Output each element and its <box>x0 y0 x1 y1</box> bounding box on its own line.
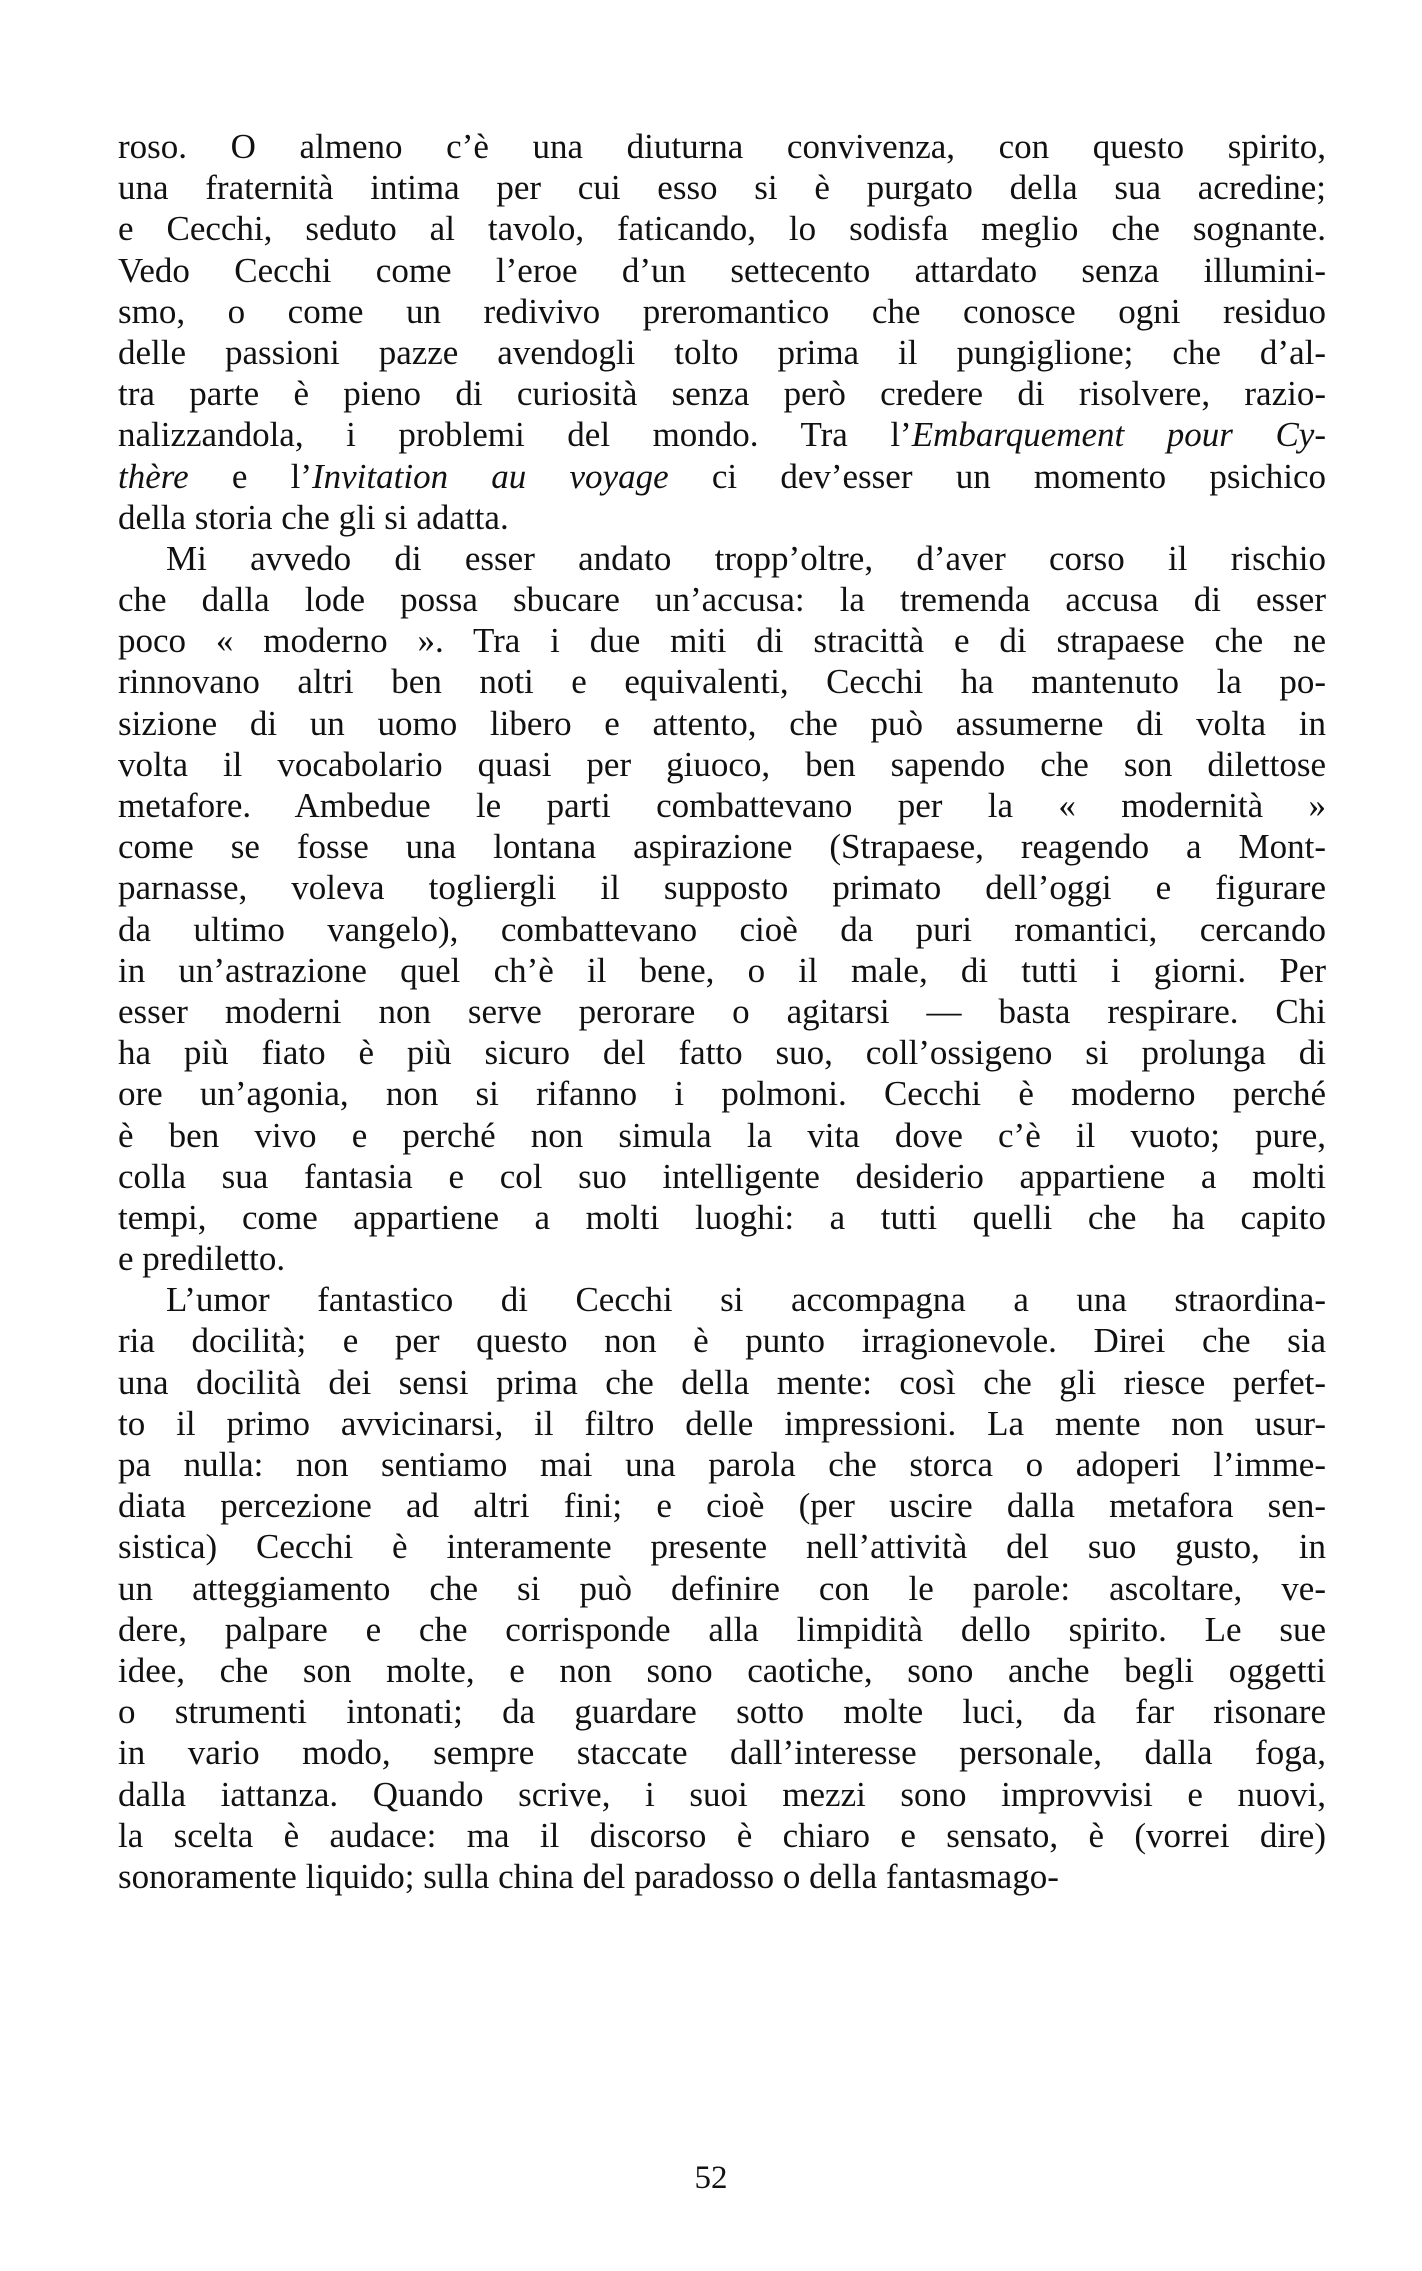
text-line: volta il vocabolario quasi per giuoco, ben sapendo che son dilettose <box>118 744 1326 784</box>
text-line: una fraternità intima per cui esso si è purgato della sua acredine; <box>118 168 1326 208</box>
text-line: la scelta è audace: ma il discorso è chiaro e sensato, è (vorrei dire) <box>118 1815 1326 1855</box>
text-line: che dalla lode possa sbucare un’accusa: la tremenda accusa di esser <box>118 580 1326 620</box>
text-line: tra parte è pieno di curiosità senza però credere di risolvere, razio- <box>118 374 1326 414</box>
text-line: rinnovano altri ben noti e equivalenti, Cecchi ha mantenuto la po- <box>118 662 1326 702</box>
text-line: sistica) Cecchi è interamente presente nell’attività del suo gusto, in <box>118 1527 1326 1567</box>
text-line: in vario modo, sempre staccate dall’interesse personale, dalla foga, <box>118 1733 1326 1773</box>
page-body <box>118 126 1326 1897</box>
text-line: colla sua fantasia e col suo intelligente desiderio appartiene a molti <box>118 1156 1326 1196</box>
text-line: è ben vivo e perché non simula la vita dove c’è il vuoto; pure, <box>118 1115 1326 1155</box>
text-line: delle passioni pazze avendogli tolto prima il pungiglione; che d’al- <box>118 332 1326 372</box>
text-line: in un’astrazione quel ch’è il bene, o il male, di tutti i giorni. Per <box>118 950 1326 990</box>
text-line: Mi avvedo di esser andato tropp’oltre, d’aver corso il rischio <box>166 538 1326 578</box>
text-line: metafore. Ambedue le parti combattevano per la « modernità » <box>118 786 1326 825</box>
text-line: L’umor fantastico di Cecchi si accompagna a una straordina- <box>166 1280 1326 1320</box>
text-line: roso. O almeno c’è una diuturna convivenza, con questo spirito, <box>118 127 1326 166</box>
text-line: un atteggiamento che si può definire con le parole: ascoltare, ve- <box>118 1568 1326 1608</box>
text-line: ore un’agonia, non si rifanno i polmoni. Cecchi è moderno perché <box>118 1074 1326 1114</box>
paragraph-3 <box>118 1279 1326 1897</box>
text-line: della storia che gli si adatta. <box>118 497 509 537</box>
text-line: tempi, come appartiene a molti luoghi: a tutti quelli che ha capito <box>118 1197 1326 1237</box>
text-line: thère e l’Invitation au voyage ci dev’esser un momento psichico <box>118 456 1326 496</box>
text-line: e prediletto. <box>118 1239 286 1279</box>
text-line: dere, palpare e che corrisponde alla limpidità dello spirito. Le sue <box>118 1609 1326 1649</box>
text-line: dalla iattanza. Quando scrive, i suoi mezzi sono improvvisi e nuovi, <box>118 1774 1326 1814</box>
text-line: to il primo avvicinarsi, il filtro delle impressioni. La mente non usur- <box>118 1403 1326 1443</box>
text-line: pa nulla: non sentiamo mai una parola che storca o adoperi l’imme- <box>118 1445 1326 1484</box>
text-line: da ultimo vangelo), combattevano cioè da puri romantici, cercando <box>118 909 1326 949</box>
text-line: una docilità dei sensi prima che della mente: così che gli riesce perfet- <box>118 1362 1326 1402</box>
text-line: ria docilità; e per questo non è punto irragionevole. Direi che sia <box>118 1321 1326 1361</box>
text-line: nalizzandola, i problemi del mondo. Tra l’Embarquement pour Cy- <box>118 415 1326 455</box>
paragraph-1 <box>118 126 1326 538</box>
text-line: o strumenti intonati; da guardare sotto molte luci, da far risonare <box>118 1692 1326 1732</box>
text-line: sonoramente liquido; sulla china del paradosso o della fantasmago- <box>118 1856 1059 1896</box>
text-line: smo, o come un redivivo preromantico che conosce ogni residuo <box>118 291 1326 331</box>
text-line: poco « moderno ». Tra i due miti di stracittà e di strapaese che ne <box>118 621 1326 661</box>
text-line: esser moderni non serve perorare o agitarsi — basta respirare. Chi <box>118 991 1326 1031</box>
text-line: diata percezione ad altri fini; e cioè (per uscire dalla metafora sen- <box>118 1486 1326 1526</box>
text-line: sizione di un uomo libero e attento, che può assumerne di volta in <box>118 703 1326 743</box>
text-line: Vedo Cecchi come l’eroe d’un settecento attardato senza illumini- <box>118 250 1326 290</box>
paragraph-2 <box>118 538 1326 1279</box>
text-line: ha più fiato è più sicuro del fatto suo, coll’ossigeno si prolunga di <box>118 1033 1326 1073</box>
text-line: e Cecchi, seduto al tavolo, faticando, lo sodisfa meglio che sognante. <box>118 209 1326 249</box>
text-line: idee, che son molte, e non sono caotiche, sono anche begli oggetti <box>118 1650 1326 1690</box>
text-line: parnasse, voleva togliergli il supposto primato dell’oggi e figurare <box>118 868 1326 908</box>
page-number: 52 <box>694 2160 728 2196</box>
text-line: come se fosse una lontana aspirazione (Strapaese, reagendo a Mont- <box>118 827 1326 867</box>
